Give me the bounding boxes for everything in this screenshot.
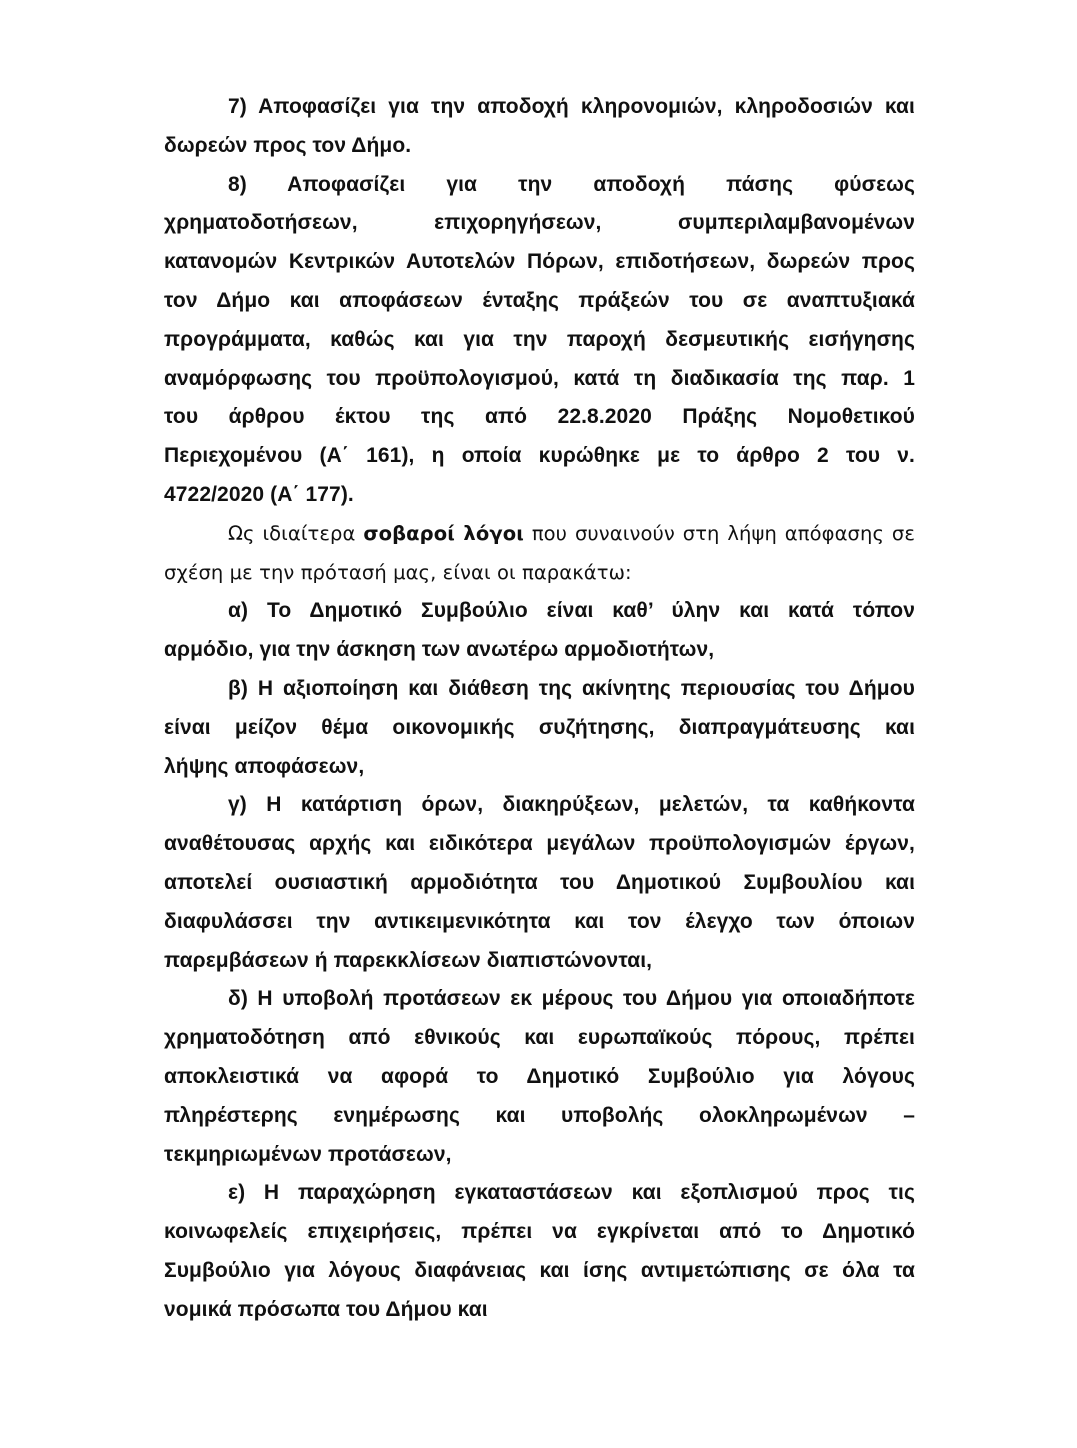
text-line: χρηματοδοτήσεων, επιχορηγήσεων, συμπεριλαμβανομένων bbox=[164, 211, 915, 235]
text-line: Περιεχομένου (Α΄ 161), η οποία κυρώθηκε με το άρθρο 2 του ν. bbox=[164, 444, 915, 468]
text-line: παρεμβάσεων ή παρεκκλίσεων διαπιστώνονται, bbox=[164, 948, 653, 972]
text-line: 7) Αποφασίζει για την αποδοχή κληρονομιών, κληροδοσιών και bbox=[228, 95, 915, 118]
text-line: α) Το Δημοτικό Συμβούλιο είναι καθ’ ύλην και κατά τόπον bbox=[228, 599, 915, 623]
text-line: του άρθρου έκτου της από 22.8.2020 Πράξης Νομοθετικού bbox=[164, 405, 915, 429]
intro-text-post: που συναινούν στη λήψη απόφασης σε bbox=[523, 521, 915, 545]
text-line: 4722/2020 (Α΄ 177). bbox=[164, 482, 354, 506]
text-line: τον Δήμο και αποφάσεων ένταξης πράξεών του σε αναπτυξιακά bbox=[164, 288, 915, 312]
text-line: δ) Η υποβολή προτάσεων εκ μέρους του Δήμου για οποιαδήποτε bbox=[228, 987, 915, 1011]
document-page bbox=[164, 88, 915, 1330]
paragraph-reason-a bbox=[164, 592, 915, 670]
text-line: Συμβούλιο για λόγους διαφάνειας και ίσης αντιμετώπισης σε όλα τα bbox=[164, 1258, 915, 1282]
text-line: πληρέστερης ενημέρωσης και υποβολής ολοκληρωμένων – bbox=[164, 1103, 915, 1127]
text-line: β) Η αξιοποίηση και διάθεση της ακίνητης περιουσίας του Δήμου bbox=[228, 676, 915, 700]
paragraph-serious-reasons-intro bbox=[164, 515, 915, 593]
text-line: σχέση με την πρότασή μας, είναι οι παρακάτω: bbox=[164, 560, 632, 584]
text-line: δωρεών προς τον Δήμο. bbox=[164, 133, 412, 157]
paragraph-reason-b bbox=[164, 670, 915, 786]
paragraph-item-7 bbox=[164, 88, 915, 166]
paragraph-reason-e bbox=[164, 1174, 915, 1329]
paragraph-item-8 bbox=[164, 166, 915, 515]
text-line: ε) Η παραχώρηση εγκαταστάσεων και εξοπλισμού προς τις bbox=[228, 1181, 915, 1205]
emphasis-serious-reasons: σοβαροί λόγοι bbox=[363, 521, 524, 545]
text-line: λήψης αποφάσεων, bbox=[164, 754, 365, 778]
paragraph-reason-d bbox=[164, 980, 915, 1174]
text-line: αποκλειστικά να αφορά το Δημοτικό Συμβούλιο για λόγους bbox=[164, 1064, 915, 1088]
text-line: είναι μείζον θέμα οικονομικής συζήτησης, διαπραγμάτευσης και bbox=[164, 715, 915, 739]
intro-text-pre: Ως ιδιαίτερα bbox=[228, 521, 364, 545]
text-line: αποτελεί ουσιαστική αρμοδιότητα του Δημοτικού Συμβουλίου και bbox=[164, 870, 915, 894]
text-line: αρμόδιο, για την άσκηση των ανωτέρω αρμοδιοτήτων, bbox=[164, 638, 715, 662]
text-line: 8) Αποφασίζει για την αποδοχή πάσης φύσεως bbox=[228, 172, 915, 196]
text-line: χρηματοδότηση από εθνικούς και ευρωπαϊκούς πόρους, πρέπει bbox=[164, 1026, 915, 1050]
text-line: διαφυλάσσει την αντικειμενικότητα και τον έλεγχο των όποιων bbox=[164, 909, 915, 933]
text-line bbox=[164, 515, 915, 554]
text-line: τεκμηριωμένων προτάσεων, bbox=[164, 1142, 452, 1166]
text-line: κατανομών Κεντρικών Αυτοτελών Πόρων, επιδοτήσεων, δωρεών προς bbox=[164, 250, 915, 274]
text-line: αναμόρφωσης του προϋπολογισμού, κατά τη διαδικασία της παρ. 1 bbox=[164, 366, 915, 390]
text-line: αναθέτουσας αρχής και ειδικότερα μεγάλων προϋπολογισμών έργων, bbox=[164, 832, 915, 856]
text-line: κοινωφελείς επιχειρήσεις, πρέπει να εγκρίνεται από το Δημοτικό bbox=[164, 1220, 915, 1244]
text-line: γ) Η κατάρτιση όρων, διακηρύξεων, μελετών, τα καθήκοντα bbox=[228, 793, 915, 817]
text-line: προγράμματα, καθώς και για την παροχή δεσμευτικής εισήγησης bbox=[164, 327, 915, 351]
text-line: νομικά πρόσωπα του Δήμου και bbox=[164, 1297, 488, 1321]
paragraph-reason-c bbox=[164, 786, 915, 980]
